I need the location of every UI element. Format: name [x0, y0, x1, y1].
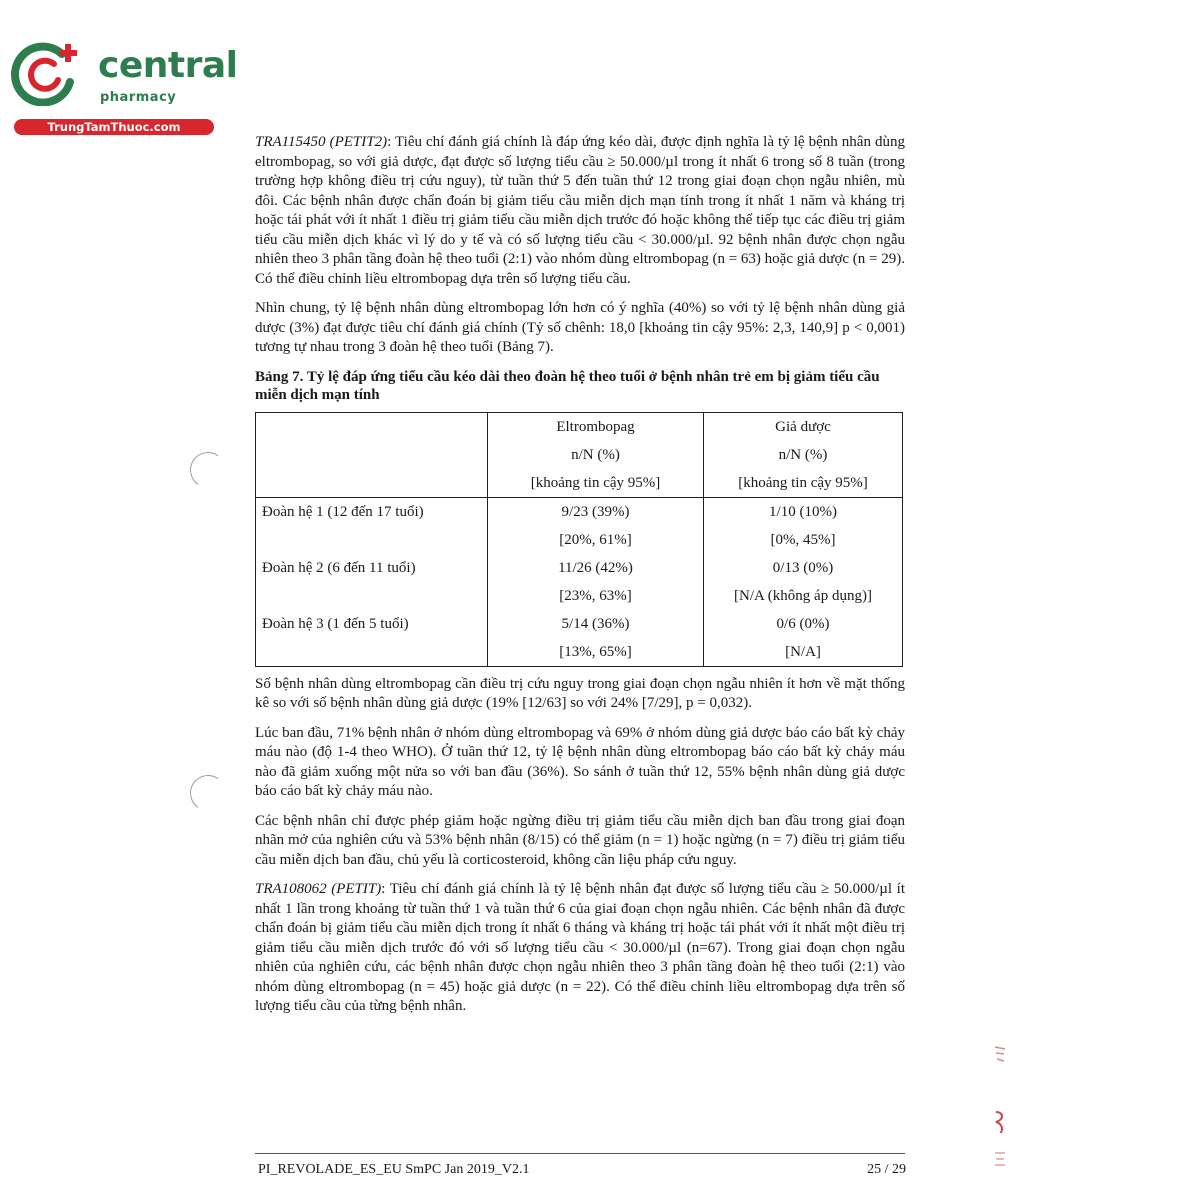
table-caption: Bảng 7. Tỷ lệ đáp ứng tiểu cầu kéo dài theo đoàn hệ theo tuổi ở bệnh nhân trẻ em bị giảm tiểu cầu miễn dịch mạn tính	[255, 368, 880, 403]
pharmacy-logo-icon	[10, 40, 82, 106]
cell-placebo-ci: [0%, 45%]	[704, 526, 903, 554]
table-row	[256, 497, 903, 526]
logo-name: central	[98, 45, 238, 86]
hole-punch-top	[187, 449, 229, 491]
table-row	[256, 610, 903, 638]
table-row	[256, 638, 903, 667]
paragraph-text: : Tiêu chí đánh giá chính là tỷ lệ bệnh nhân đạt được số lượng tiểu cầu ≥ 50.000/µl ít nhất 1 lần trong khoảng từ tuần thứ 1 và tuần thứ 6 của giai đoạn chọn ngẫu nhiên. Các bệnh nhân đã được chẩn đoán bị giảm tiểu cầu miễn dịch trong ít nhất 6 tháng và kháng trị hoặc tái phát với ít nhất một điều trị giảm tiểu cầu miễn dịch trước đó với số lượng tiểu cầu < 30.000/µl (n=67). Trong giai đoạn chọn ngẫu nhiên của nghiên cứu, các bệnh nhân được chọn ngẫu nhiên theo 3 phân tầng đoàn hệ theo tuổi (2:1) vào nhóm dùng eltrombopag (n = 45) hoặc giả dược (n = 22). Có thể điều chỉnh liều eltrombopag dựa trên số lượng tiểu cầu của từng bệnh nhân.	[255, 881, 905, 1014]
row-label: Đoàn hệ 3 (1 đến 5 tuổi)	[256, 610, 488, 638]
table-corner-cell	[256, 469, 488, 498]
table-row	[256, 526, 903, 554]
cell-eltrombopag-ci: [20%, 61%]	[488, 526, 704, 554]
paragraph-petit	[255, 880, 905, 1017]
row-label-empty	[256, 638, 488, 667]
cell-placebo-ci: [N/A]	[704, 638, 903, 667]
col-header-ci: [khoảng tin cậy 95%]	[704, 469, 903, 498]
paragraph-open-label: Các bệnh nhân chỉ được phép giảm hoặc ngừng điều trị giảm tiểu cầu miễn dịch ban đầu trong giai đoạn nhãn mở của nghiên cứu và 53% bệnh nhân (8/15) có thể giảm (n = 1) hoặc ngừng (n = 7) điều trị giảm tiểu cầu miễn dịch ban đầu, chủ yếu là corticosteroid, không cần liệu pháp cứu nguy.	[255, 812, 905, 868]
logo-website-bar: TrungTamThuoc.com	[14, 119, 214, 135]
response-table	[255, 412, 903, 667]
cell-placebo: 0/6 (0%)	[704, 610, 903, 638]
table-row	[256, 582, 903, 610]
cell-placebo: 1/10 (10%)	[704, 497, 903, 526]
document-body	[255, 133, 905, 1027]
logo-subtitle: pharmacy	[100, 90, 177, 105]
study-name-petit2: TRA115450 (PETIT2)	[255, 134, 388, 150]
table-corner-cell	[256, 441, 488, 469]
hole-punch-bottom	[187, 772, 229, 814]
stamp-mark-2	[992, 1105, 1008, 1133]
col-header-eltrombopag: Eltrombopag	[488, 412, 704, 441]
table-corner-cell	[256, 412, 488, 441]
cell-eltrombopag-ci: [13%, 65%]	[488, 638, 704, 667]
footer-document-id: PI_REVOLADE_ES_EU SmPC Jan 2019_V2.1	[258, 1162, 530, 1177]
cell-eltrombopag-ci: [23%, 63%]	[488, 582, 704, 610]
paragraph-petit2	[255, 133, 905, 289]
row-label: Đoàn hệ 1 (12 đến 17 tuổi)	[256, 497, 488, 526]
cell-eltrombopag: 5/14 (36%)	[488, 610, 704, 638]
footer-page-number: 25 / 29	[867, 1162, 906, 1177]
col-header-placebo: Giả dược	[704, 412, 903, 441]
col-header-unit: n/N (%)	[704, 441, 903, 469]
cell-eltrombopag: 11/26 (42%)	[488, 554, 704, 582]
row-label: Đoàn hệ 2 (6 đến 11 tuổi)	[256, 554, 488, 582]
paragraph-bleeding: Lúc ban đầu, 71% bệnh nhân ở nhóm dùng eltrombopag và 69% ở nhóm dùng giả dược báo cáo bất kỳ chảy máu nào (độ 1-4 theo WHO). Ở tuần thứ 12, tỷ lệ bệnh nhân dùng eltrombopag báo cáo bất kỳ chảy máu nào đã giảm xuống một nửa so với ban đầu (36%). So sánh ở tuần thứ 12, 55% bệnh nhân dùng giả dược báo cáo bất kỳ chảy máu nào.	[255, 724, 905, 799]
cell-placebo-ci: [N/A (không áp dụng)]	[704, 582, 903, 610]
row-label-empty	[256, 582, 488, 610]
paragraph-overall-result: Nhìn chung, tỷ lệ bệnh nhân dùng eltrombopag lớn hơn có ý nghĩa (40%) so với tỷ lệ bệnh nhân dùng giả dược (3%) đạt được tiêu chí đánh giá chính (Tỷ số chênh: 18,0 [khoảng tin cậy 95%: 2,3, 140,9] p < 0,001) tương tự nhau trong 3 đoàn hệ theo tuổi (Bảng 7).	[255, 300, 905, 355]
footer-divider	[255, 1153, 905, 1154]
col-header-ci: [khoảng tin cậy 95%]	[488, 469, 704, 498]
col-header-unit: n/N (%)	[488, 441, 704, 469]
cell-eltrombopag: 9/23 (39%)	[488, 497, 704, 526]
paragraph-text: : Tiêu chí đánh giá chính là đáp ứng kéo dài, được định nghĩa là tỷ lệ bệnh nhân dùng eltrombopag, so với giả dược, đạt được số lượng tiểu cầu ≥ 50.000/µl trong ít nhất 6 trong số 8 tuần (trong trường hợp không điều trị cứu nguy), từ tuần thứ 5 đến tuần thứ 12 trong giai đoạn chọn ngẫu nhiên, mù đôi. Các bệnh nhân được chẩn đoán bị giảm tiểu cầu miễn dịch mạn tính trong ít nhất 1 năm và kháng trị hoặc tái phát với ít nhất 1 điều trị giảm tiểu cầu miễn dịch trước đó hoặc không thể tiếp tục các điều trị giảm tiểu cầu miễn dịch khác vì lý do y tế và có số lượng tiểu cầu < 30.000/µl. 92 bệnh nhân được chọn ngẫu nhiên theo 3 phân tầng đoàn hệ theo tuổi (2:1) vào nhóm dùng eltrombopag (n = 63) hoặc giả dược (n = 29). Có thể điều chỉnh liều eltrombopag dựa trên số lượng tiểu cầu.	[255, 134, 905, 287]
table-row	[256, 554, 903, 582]
stamp-mark-3	[992, 1150, 1008, 1168]
stamp-mark-1	[992, 1045, 1008, 1063]
pharmacy-logo	[10, 38, 238, 138]
row-label-empty	[256, 526, 488, 554]
cell-placebo: 0/13 (0%)	[704, 554, 903, 582]
study-name-petit: TRA108062 (PETIT)	[255, 881, 382, 897]
paragraph-rescue-therapy: Số bệnh nhân dùng eltrombopag cần điều trị cứu nguy trong giai đoạn chọn ngẫu nhiên ít hơn về mặt thống kê so với số bệnh nhân dùng giả dược (19% [12/63] so với 24% [7/29], p = 0,032).	[255, 675, 905, 711]
